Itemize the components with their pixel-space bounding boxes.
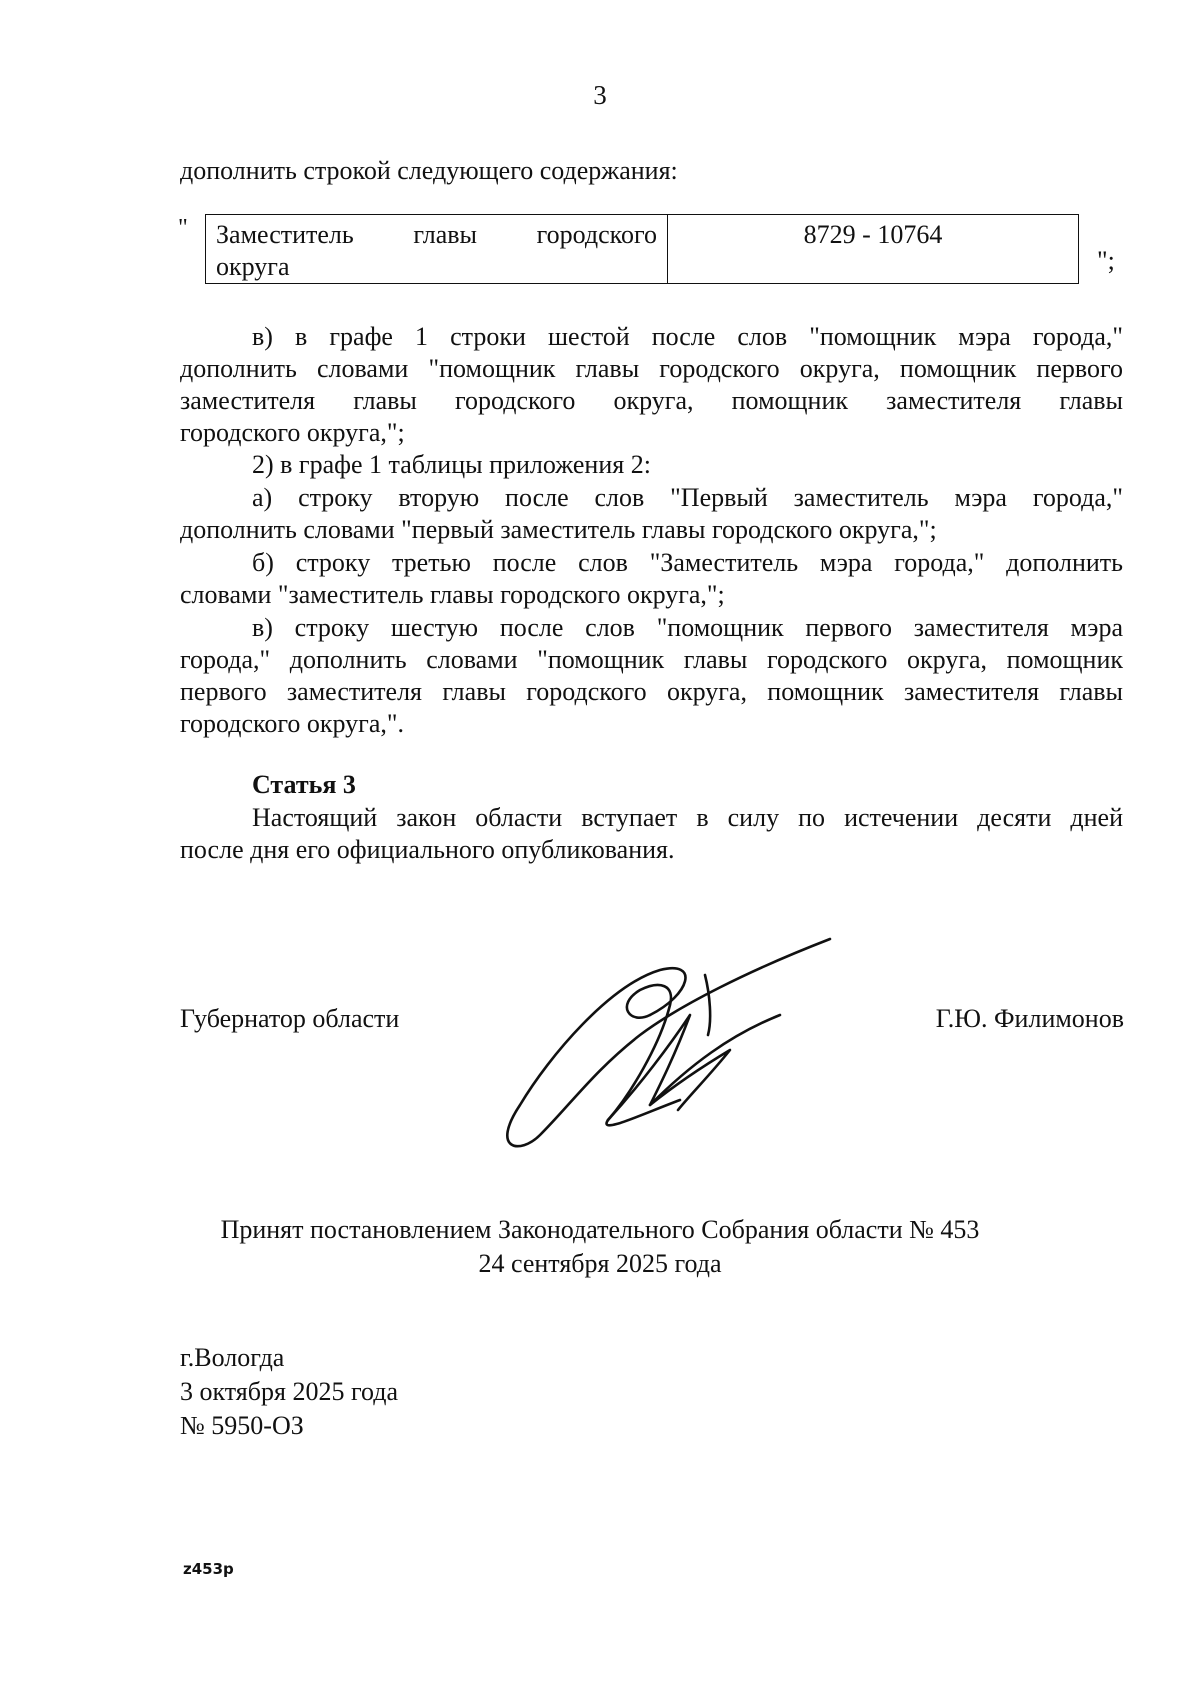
table-close-quote: "; xyxy=(1097,246,1115,275)
law-number: № 5950-ОЗ xyxy=(180,1411,304,1440)
article-3-title: Статья 3 xyxy=(252,770,356,799)
paragraph-v-line: городского округа,"; xyxy=(180,418,405,447)
signatory-name: Г.Ю. Филимонов xyxy=(935,1004,1124,1033)
paragraph-2v-line: первого заместителя главы городского округа, помощник заместителя главы xyxy=(180,677,1123,706)
paragraph-2a-line: дополнить словами "первый заместитель главы городского округа,"; xyxy=(180,515,937,544)
paragraph-2b-line: словами "заместитель главы городского округа,"; xyxy=(180,580,725,609)
paragraph-2b-line: б) строку третью после слов "Заместитель мэра города," дополнить xyxy=(252,548,1123,577)
salary-cell: 8729 - 10764 xyxy=(668,215,1079,284)
paragraph-v-line: дополнить словами "помощник главы городского округа, помощник первого xyxy=(180,354,1123,383)
position-text-line2: округа xyxy=(216,252,290,281)
position-cell xyxy=(206,215,668,284)
adoption-line: Принят постановлением Законодательного Собрания области № 453 xyxy=(220,1215,980,1244)
paragraph-v-line: заместителя главы городского округа, помощник заместителя главы xyxy=(180,386,1123,415)
position-text-line1: Заместитель главы городского xyxy=(216,220,657,249)
article-3-text-line: после дня его официального опубликования. xyxy=(180,835,675,864)
footer-code: z453p xyxy=(183,1560,234,1578)
insert-table xyxy=(205,214,1079,284)
signatory-role: Губернатор области xyxy=(180,1004,400,1033)
intro-text: дополнить строкой следующего содержания: xyxy=(180,156,678,185)
paragraph-2-heading: 2) в графе 1 таблицы приложения 2: xyxy=(252,450,651,479)
paragraph-2v-line: города," дополнить словами "помощник главы городского округа, помощник xyxy=(180,645,1123,674)
table-open-quote: " xyxy=(178,215,188,241)
page-number: 3 xyxy=(593,80,607,110)
paragraph-2v-line: городского округа,". xyxy=(180,709,404,738)
place-city: г.Вологда xyxy=(180,1343,285,1372)
paragraph-2a-line: а) строку вторую после слов "Первый заместитель мэра города," xyxy=(252,483,1123,512)
paragraph-v-line: в) в графе 1 строки шестой после слов "помощник мэра города," xyxy=(252,322,1123,351)
article-3-text-line: Настоящий закон области вступает в силу по истечении десяти дней xyxy=(252,803,1123,832)
handwritten-signature xyxy=(500,935,840,1155)
table-row xyxy=(206,215,1079,284)
adoption-date: 24 сентября 2025 года xyxy=(478,1249,722,1278)
paragraph-2v-line: в) строку шестую после слов "помощник первого заместителя мэра xyxy=(252,613,1123,642)
place-date: 3 октября 2025 года xyxy=(180,1377,398,1406)
